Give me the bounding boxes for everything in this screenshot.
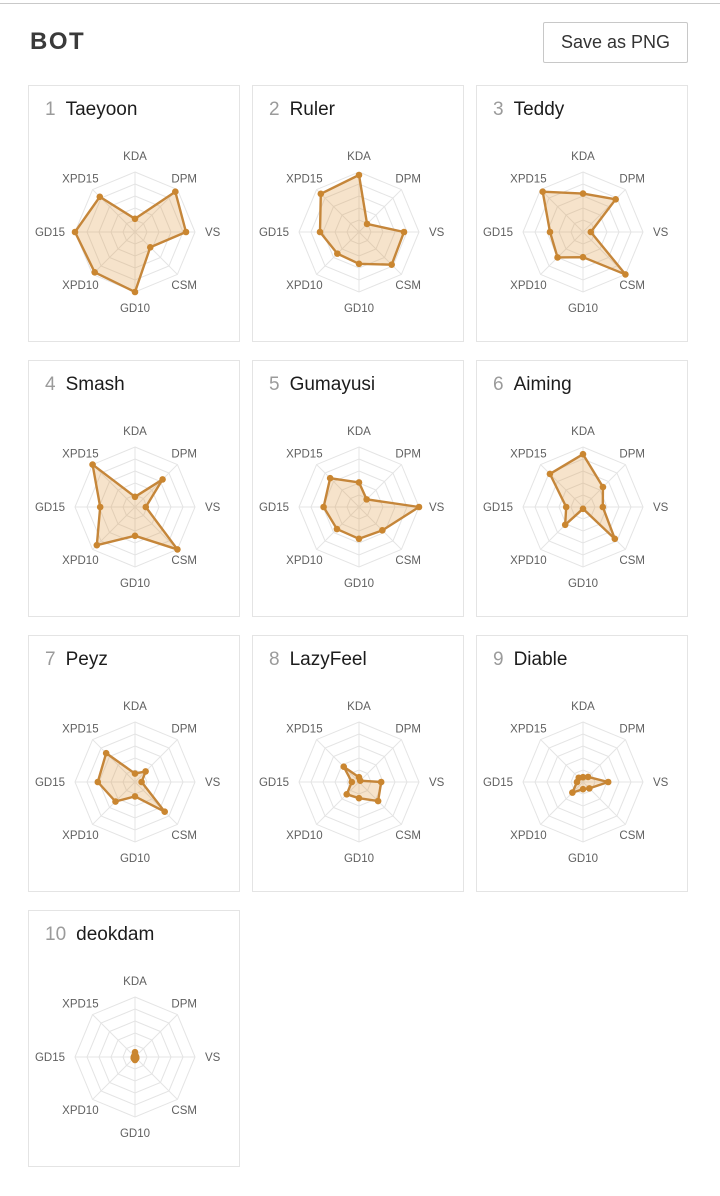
radar-area bbox=[75, 192, 186, 292]
radar-point bbox=[600, 504, 607, 511]
radar-point bbox=[378, 779, 385, 786]
axis-label: DPM bbox=[171, 448, 197, 461]
axis-label: GD10 bbox=[343, 853, 375, 865]
radar-point bbox=[585, 774, 592, 781]
player-name: Aiming bbox=[513, 374, 572, 395]
axis-label: VS bbox=[653, 227, 669, 239]
axis-label: CSM bbox=[619, 555, 645, 567]
radar-point bbox=[363, 496, 370, 503]
radar-point bbox=[612, 196, 619, 203]
radar-point bbox=[562, 522, 569, 529]
axis-label: GD10 bbox=[567, 578, 599, 590]
radar-chart bbox=[253, 405, 465, 616]
axis-label: CSM bbox=[171, 830, 197, 842]
axis-label: VS bbox=[205, 777, 221, 789]
radar-chart bbox=[29, 405, 241, 616]
radar-chart bbox=[477, 130, 689, 341]
radar-point bbox=[357, 777, 364, 784]
axis-label: KDA bbox=[571, 426, 595, 438]
axis-label: XPD10 bbox=[510, 555, 547, 567]
radar-point bbox=[340, 763, 347, 770]
axis-label: GD15 bbox=[482, 777, 513, 789]
axis-label: CSM bbox=[619, 280, 645, 292]
radar-chart bbox=[253, 680, 465, 891]
axis-label: DPM bbox=[171, 173, 197, 186]
radar-point bbox=[356, 536, 363, 543]
save-as-png-button[interactable]: Save as PNG bbox=[543, 22, 688, 63]
radar-point bbox=[375, 798, 382, 805]
radar-point bbox=[605, 779, 612, 786]
radar-point bbox=[343, 791, 350, 798]
axis-label: DPM bbox=[619, 173, 645, 186]
radar-chart bbox=[253, 130, 465, 341]
radar-point bbox=[349, 779, 356, 786]
player-name: Ruler bbox=[289, 99, 335, 120]
axis-label: XPD10 bbox=[510, 280, 547, 292]
axis-label: DPM bbox=[619, 723, 645, 736]
card-header bbox=[253, 636, 463, 680]
radar-point bbox=[132, 793, 139, 800]
axis-label: XPD15 bbox=[286, 723, 323, 736]
player-rank: 1 bbox=[45, 99, 56, 120]
radar-point bbox=[172, 188, 179, 195]
radar-point bbox=[132, 494, 139, 501]
axis-label: GD10 bbox=[343, 303, 375, 315]
player-card bbox=[28, 635, 240, 892]
page-header bbox=[0, 4, 720, 66]
axis-label: XPD15 bbox=[510, 173, 547, 186]
axis-label: XPD10 bbox=[286, 830, 323, 842]
radar-point bbox=[327, 475, 334, 482]
radar-point bbox=[94, 542, 101, 549]
radar-chart bbox=[477, 405, 689, 616]
radar-area bbox=[320, 175, 404, 265]
card-header bbox=[477, 86, 687, 130]
player-name: deokdam bbox=[76, 924, 155, 945]
axis-label: DPM bbox=[171, 998, 197, 1011]
page-title: BOT bbox=[30, 28, 86, 55]
axis-label: KDA bbox=[571, 151, 595, 163]
radar-point bbox=[174, 546, 181, 553]
player-name: Diable bbox=[513, 649, 568, 670]
axis-label: VS bbox=[205, 1052, 221, 1064]
axis-label: GD15 bbox=[34, 502, 65, 514]
axis-label: DPM bbox=[395, 173, 421, 186]
player-rank: 5 bbox=[269, 374, 280, 395]
radar-point bbox=[588, 229, 595, 236]
chart-grid bbox=[28, 85, 688, 1167]
radar-point bbox=[161, 808, 168, 815]
card-header bbox=[29, 911, 239, 955]
radar-chart bbox=[29, 955, 241, 1166]
radar-point bbox=[91, 269, 98, 276]
player-card bbox=[28, 910, 240, 1167]
radar-point bbox=[600, 484, 607, 491]
axis-label: XPD15 bbox=[62, 998, 99, 1011]
player-name: Peyz bbox=[65, 649, 108, 670]
axis-label: VS bbox=[429, 227, 445, 239]
radar-chart bbox=[29, 680, 241, 891]
radar-point bbox=[580, 451, 587, 458]
radar-point bbox=[143, 504, 150, 511]
radar-point bbox=[416, 504, 423, 511]
radar-point bbox=[159, 476, 166, 483]
axis-label: CSM bbox=[395, 555, 421, 567]
radar-point bbox=[622, 271, 629, 278]
radar-point bbox=[132, 533, 139, 540]
axis-label: DPM bbox=[395, 723, 421, 736]
axis-label: KDA bbox=[571, 701, 595, 713]
radar-point bbox=[356, 795, 363, 802]
player-card bbox=[28, 360, 240, 617]
axis-label: GD10 bbox=[119, 303, 151, 315]
radar-point bbox=[580, 786, 587, 793]
player-rank: 9 bbox=[493, 649, 504, 670]
axis-label: GD15 bbox=[34, 1052, 65, 1064]
player-rank: 3 bbox=[493, 99, 504, 120]
radar-point bbox=[97, 504, 104, 511]
player-rank: 6 bbox=[493, 374, 504, 395]
axis-label: XPD15 bbox=[510, 723, 547, 736]
axis-label: GD10 bbox=[119, 853, 151, 865]
axis-label: XPD15 bbox=[286, 448, 323, 461]
card-header bbox=[253, 361, 463, 405]
axis-label: XPD10 bbox=[62, 280, 99, 292]
radar-point bbox=[569, 789, 576, 796]
axis-label: XPD15 bbox=[62, 448, 99, 461]
radar-point bbox=[586, 785, 593, 792]
player-rank: 8 bbox=[269, 649, 280, 670]
axis-label: VS bbox=[429, 502, 445, 514]
player-rank: 7 bbox=[45, 649, 56, 670]
radar-point bbox=[401, 229, 408, 236]
axis-label: CSM bbox=[395, 280, 421, 292]
radar-point bbox=[112, 798, 119, 805]
card-header bbox=[253, 86, 463, 130]
radar-point bbox=[580, 254, 587, 261]
radar-point bbox=[334, 526, 341, 533]
radar-point bbox=[580, 190, 587, 197]
axis-label: CSM bbox=[619, 830, 645, 842]
radar-chart bbox=[477, 680, 689, 891]
radar-point bbox=[132, 770, 139, 777]
axis-label: KDA bbox=[123, 976, 147, 988]
radar-point bbox=[183, 229, 190, 236]
player-name: Teddy bbox=[513, 99, 565, 120]
player-name: Gumayusi bbox=[289, 374, 376, 395]
axis-label: XPD10 bbox=[286, 555, 323, 567]
radar-point bbox=[379, 527, 386, 534]
player-card bbox=[476, 635, 688, 892]
radar-point bbox=[539, 188, 546, 195]
card-header bbox=[29, 361, 239, 405]
axis-label: CSM bbox=[171, 1105, 197, 1117]
axis-label: XPD15 bbox=[62, 723, 99, 736]
radar-area bbox=[543, 192, 626, 275]
axis-label: XPD15 bbox=[286, 173, 323, 186]
axis-label: VS bbox=[205, 227, 221, 239]
card-header bbox=[477, 636, 687, 680]
axis-label: DPM bbox=[619, 448, 645, 461]
axis-label: KDA bbox=[347, 426, 371, 438]
player-card bbox=[28, 85, 240, 342]
player-card bbox=[252, 360, 464, 617]
axis-label: GD15 bbox=[34, 227, 65, 239]
player-rank: 2 bbox=[269, 99, 280, 120]
player-rank: 4 bbox=[45, 374, 56, 395]
radar-point bbox=[356, 261, 363, 268]
radar-point bbox=[563, 504, 570, 511]
radar-area bbox=[550, 454, 615, 539]
radar-point bbox=[554, 254, 561, 261]
axis-label: DPM bbox=[395, 448, 421, 461]
axis-label: KDA bbox=[123, 426, 147, 438]
player-card bbox=[476, 360, 688, 617]
axis-label: GD15 bbox=[482, 227, 513, 239]
radar-point bbox=[147, 244, 154, 251]
radar-point bbox=[612, 536, 619, 543]
radar-point bbox=[317, 229, 324, 236]
player-name: Taeyoon bbox=[65, 99, 138, 120]
axis-label: GD10 bbox=[119, 1128, 151, 1140]
axis-label: GD15 bbox=[482, 502, 513, 514]
axis-label: GD10 bbox=[119, 578, 151, 590]
radar-point bbox=[580, 506, 587, 513]
radar-point bbox=[142, 768, 149, 775]
axis-label: CSM bbox=[171, 280, 197, 292]
radar-point bbox=[132, 289, 139, 296]
axis-label: CSM bbox=[395, 830, 421, 842]
card-header bbox=[477, 361, 687, 405]
radar-point bbox=[575, 774, 582, 781]
axis-label: XPD10 bbox=[62, 1105, 99, 1117]
axis-label: XPD10 bbox=[62, 555, 99, 567]
axis-label: GD10 bbox=[567, 303, 599, 315]
axis-label: DPM bbox=[171, 723, 197, 736]
axis-label: GD15 bbox=[258, 502, 289, 514]
axis-label: GD15 bbox=[34, 777, 65, 789]
axis-label: XPD15 bbox=[510, 448, 547, 461]
axis-label: KDA bbox=[347, 151, 371, 163]
radar-point bbox=[334, 250, 341, 257]
radar-point bbox=[96, 193, 103, 200]
player-name: LazyFeel bbox=[289, 649, 367, 670]
radar-point bbox=[356, 479, 363, 486]
player-name: Smash bbox=[65, 374, 125, 395]
radar-point bbox=[318, 191, 325, 198]
axis-label: VS bbox=[653, 502, 669, 514]
card-header bbox=[29, 86, 239, 130]
axis-label: XPD15 bbox=[62, 173, 99, 186]
player-card bbox=[476, 85, 688, 342]
axis-label: GD10 bbox=[343, 578, 375, 590]
radar-point bbox=[364, 221, 371, 228]
player-rank: 10 bbox=[45, 924, 67, 945]
axis-label: GD15 bbox=[258, 227, 289, 239]
radar-point bbox=[356, 172, 363, 179]
card-header bbox=[29, 636, 239, 680]
radar-point bbox=[138, 779, 145, 786]
radar-point bbox=[388, 261, 395, 268]
axis-label: KDA bbox=[347, 701, 371, 713]
radar-point bbox=[547, 471, 554, 478]
radar-point bbox=[95, 779, 102, 786]
axis-label: VS bbox=[429, 777, 445, 789]
radar-chart bbox=[29, 130, 241, 341]
axis-label: VS bbox=[205, 502, 221, 514]
axis-label: KDA bbox=[123, 701, 147, 713]
radar-point bbox=[320, 504, 327, 511]
axis-label: XPD10 bbox=[510, 830, 547, 842]
axis-label: KDA bbox=[123, 151, 147, 163]
axis-label: GD10 bbox=[567, 853, 599, 865]
axis-label: CSM bbox=[171, 555, 197, 567]
axis-label: GD15 bbox=[258, 777, 289, 789]
radar-point bbox=[547, 229, 554, 236]
radar-point bbox=[89, 461, 96, 468]
radar-point bbox=[131, 1053, 138, 1060]
axis-label: XPD10 bbox=[62, 830, 99, 842]
player-card bbox=[252, 85, 464, 342]
axis-label: XPD10 bbox=[286, 280, 323, 292]
axis-label: VS bbox=[653, 777, 669, 789]
radar-point bbox=[72, 229, 79, 236]
radar-point bbox=[132, 216, 139, 223]
radar-point bbox=[103, 750, 110, 757]
player-card bbox=[252, 635, 464, 892]
